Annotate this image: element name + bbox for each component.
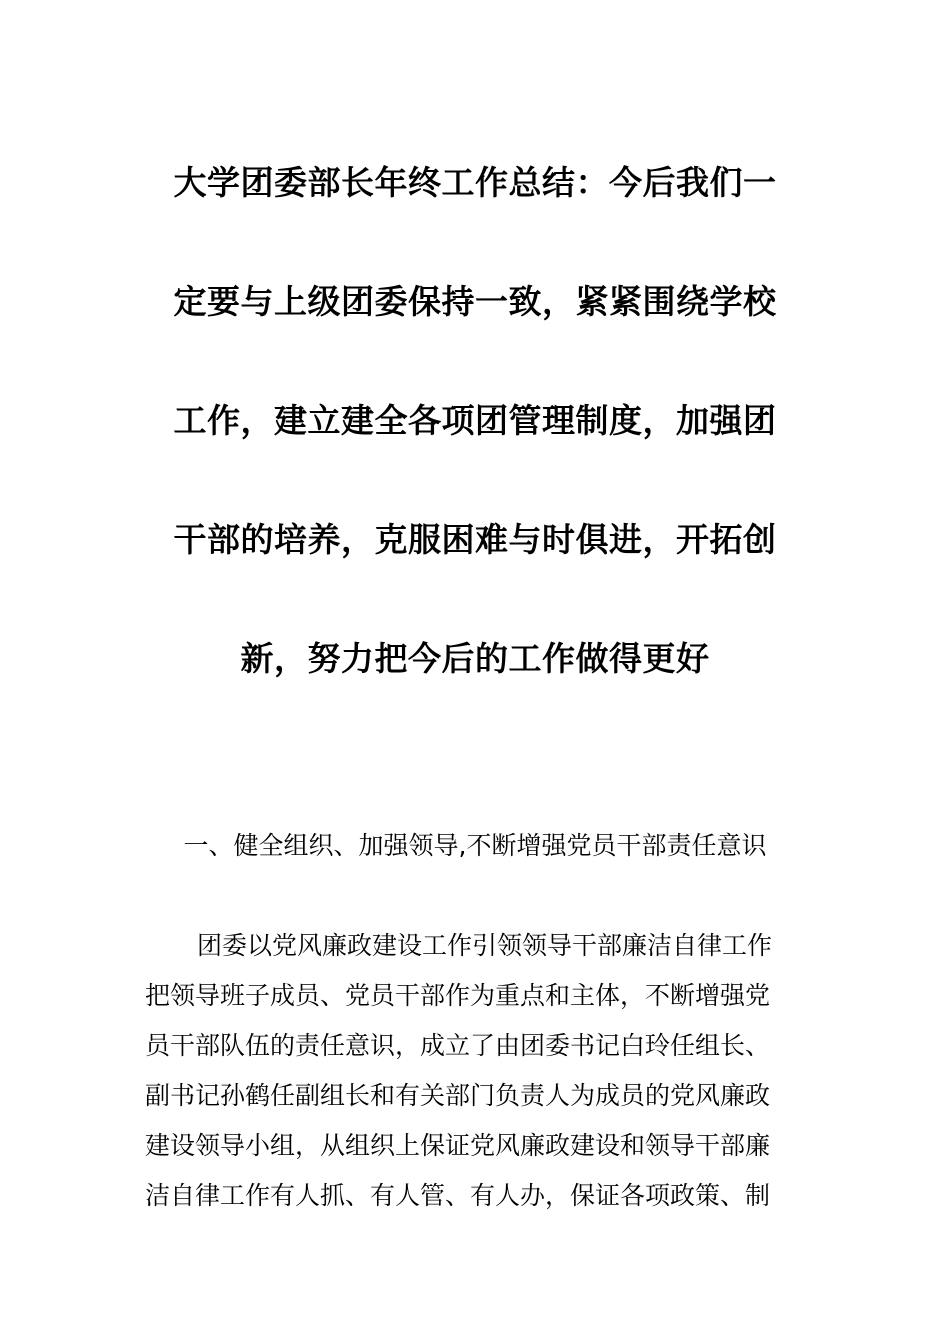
- body-paragraph: [145, 921, 810, 1221]
- section-heading: 一、健全组织、加强领导,不断增强党员干部责任意识: [183, 831, 767, 860]
- paragraph-line: 洁自律工作有人抓、有人管、有人办，保证各项政策、制: [145, 1181, 771, 1210]
- paragraph-line: 把领导班子成员、党员干部作为重点和主体，不断增强党: [145, 981, 771, 1010]
- document-title: [150, 148, 800, 743]
- paragraph-line: 团委以党风廉政建设工作引领领导干部廉洁自律工作: [197, 931, 773, 960]
- paragraph-line: 副书记孙鹤任副组长和有关部门负责人为成员的党风廉政: [145, 1081, 771, 1110]
- title-line: 干部的培养，克服困难与时俱进，开拓创: [173, 520, 777, 559]
- title-line: 新，努力把今后的工作做得更好: [240, 639, 710, 678]
- paragraph-line: 建设领导小组，从组织上保证党风廉政建设和领导干部廉: [145, 1131, 771, 1160]
- title-line: 定要与上级团委保持一致，紧紧围绕学校: [173, 282, 777, 321]
- title-line: 大学团委部长年终工作总结：今后我们一: [173, 163, 777, 202]
- title-line: 工作，建立建全各项团管理制度，加强团: [173, 401, 777, 440]
- paragraph-line: 员干部队伍的责任意识，成立了由团委书记白玲任组长、: [145, 1031, 771, 1060]
